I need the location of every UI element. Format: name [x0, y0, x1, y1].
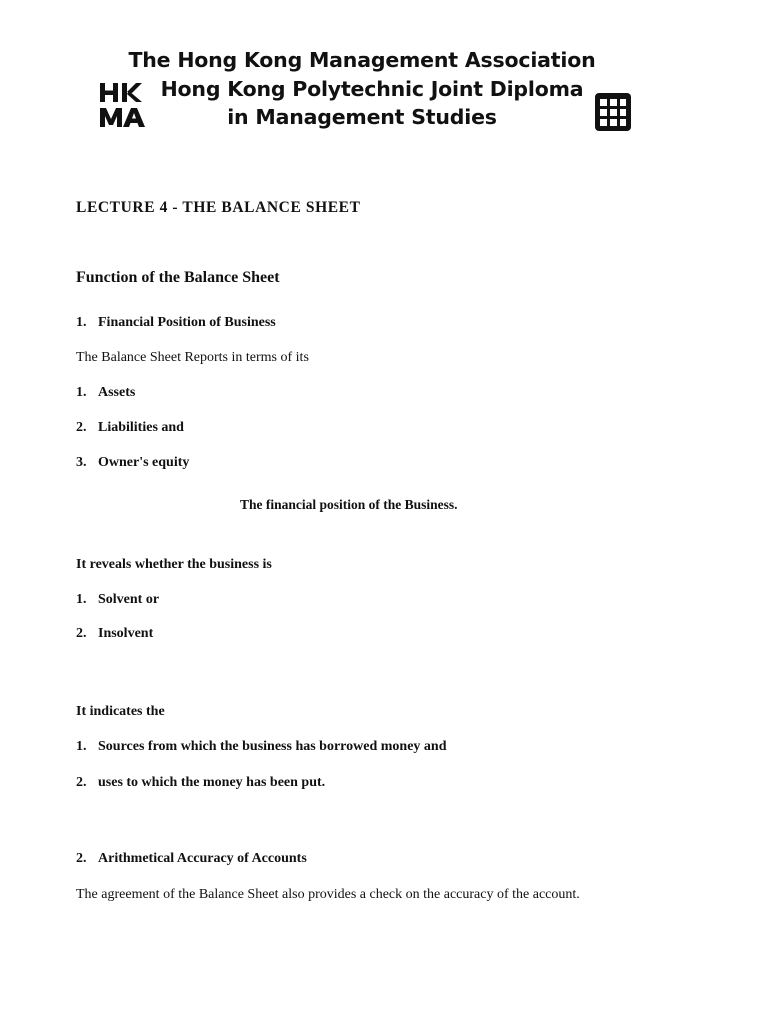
- list-item-text: Insolvent: [98, 626, 154, 641]
- list-item: [76, 420, 184, 436]
- part1-heading: [76, 315, 276, 331]
- list-item-number: 2.: [76, 775, 87, 790]
- list-item-number: 3.: [76, 455, 87, 470]
- header-line-polytechnic: Hong Kong Polytechnic Joint Diploma: [160, 77, 584, 101]
- list-item-text: Liabilities and: [98, 420, 184, 435]
- list-item-text: Owner's equity: [98, 455, 190, 470]
- list-item-text: Solvent or: [98, 592, 160, 607]
- list-item: [76, 775, 325, 791]
- lecture-title: LECTURE 4 - THE BALANCE SHEET: [76, 199, 361, 216]
- list-item: [76, 385, 135, 401]
- list-item-number: 2.: [76, 626, 87, 641]
- part2-body: The agreement of the Balance Sheet also provides a check on the accuracy of the account.: [76, 887, 580, 902]
- document-header: [0, 44, 768, 144]
- part1-heading-text: Financial Position of Business: [98, 315, 276, 330]
- list-item: [76, 739, 447, 755]
- section-title: Function of the Balance Sheet: [76, 269, 280, 286]
- header-line-association: The Hong Kong Management Association: [128, 48, 596, 72]
- list-item-number: 1.: [76, 739, 87, 754]
- part1-intro: The Balance Sheet Reports in terms of its: [76, 350, 309, 365]
- list-item-number: 2.: [76, 420, 87, 435]
- header-line-studies: in Management Studies: [227, 105, 497, 129]
- list-item-text: uses to which the money has been put.: [98, 775, 326, 790]
- list-item-text: Assets: [98, 385, 136, 400]
- list-item: [76, 455, 189, 471]
- part2-heading-text: Arithmetical Accuracy of Accounts: [98, 851, 307, 866]
- part1-summary: The financial position of the Business.: [240, 497, 458, 512]
- part2-heading: [76, 851, 307, 867]
- list-item: [76, 592, 159, 608]
- list-item-text: Sources from which the business has borrowed money and: [98, 739, 447, 754]
- indicates-intro: It indicates the: [76, 704, 165, 719]
- list-item-number: 1.: [76, 385, 87, 400]
- hkma-logo: [99, 81, 159, 131]
- list-item: [76, 626, 153, 642]
- reveals-intro: It reveals whether the business is: [76, 557, 272, 572]
- list-item-number: 1.: [76, 592, 87, 607]
- part2-heading-number: 2.: [76, 851, 87, 866]
- polytechnic-grid-logo: [594, 92, 632, 132]
- part1-heading-number: 1.: [76, 315, 87, 330]
